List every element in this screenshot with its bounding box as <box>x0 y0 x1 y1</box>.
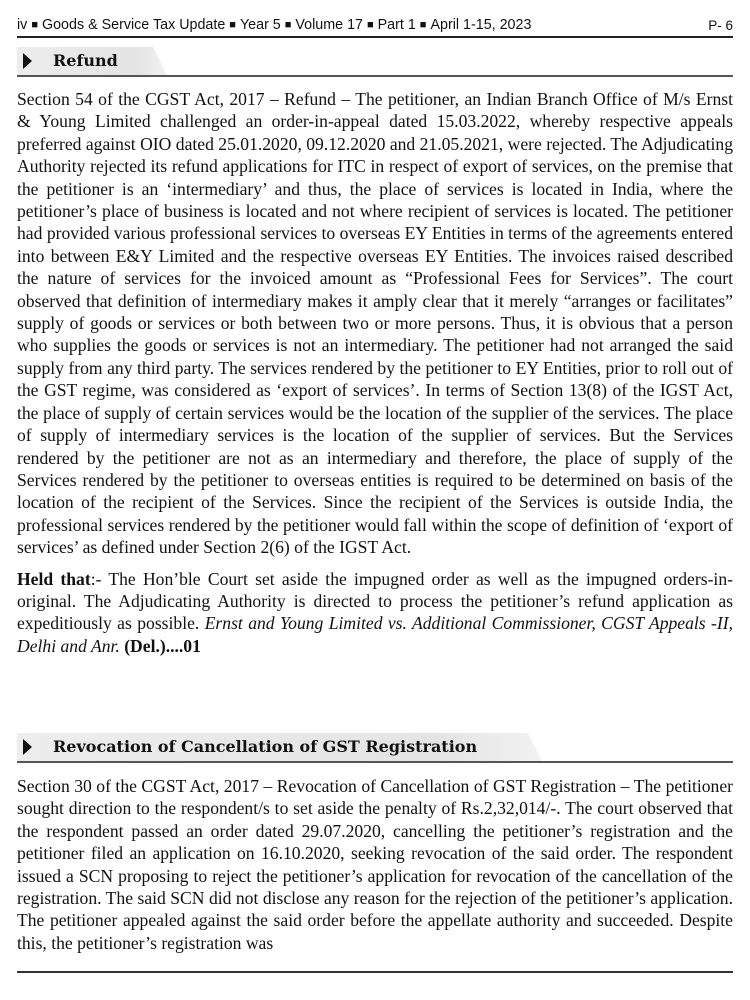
case-summary-paragraph: Section 30 of the CGST Act, 2017 – Revocation of Cancellation of GST Registration – The petitioner sought direction to the respondent/s to set aside the penalty of Rs.2,32,014/-. The court observed that the respondent passed an order dated 29.07.2020, cancelling the petitioner’s registration and the petitioner filed an application on 16.10.2020, seeking revocation of the said order. The respondent issued a SCN proposing to reject the petitioner’s application for revocation of the cancellation of the registration. The said SCN did not disclose any reason for the rejection of the petitioner’s application. The petitioner appealed against the said order before the appellate authority and succeeded. Despite this, the petitioner’s registration was <box>17 776 733 953</box>
separator-icon: ■ <box>419 19 427 31</box>
case-citation: Ernst and Young Limited vs. Additional Commissioner, CGST Appeals -II, Delhi and Anr. <box>17 613 733 656</box>
separator-icon: ■ <box>31 19 38 31</box>
issue-date: April 1-15, 2023 <box>430 17 532 33</box>
separator-icon: ■ <box>366 19 374 31</box>
volume-prefix: iv <box>17 17 28 33</box>
page-number: P- 6 <box>708 18 733 33</box>
running-head <box>17 17 733 38</box>
section-body-refund <box>17 88 733 657</box>
held-that-paragraph <box>17 568 733 658</box>
section-body-revocation <box>17 775 733 954</box>
held-that-label: Held that <box>17 568 91 589</box>
publication-line <box>17 17 531 33</box>
part-label: Part 1 <box>377 17 416 33</box>
section-title: Refund <box>53 51 118 70</box>
arrow-right-icon <box>23 739 32 755</box>
separator-icon: ■ <box>284 19 292 31</box>
year-label: Year 5 <box>239 17 281 33</box>
arrow-right-icon <box>23 53 32 69</box>
section-header-revocation <box>17 733 733 763</box>
case-summary-paragraph: Section 54 of the CGST Act, 2017 – Refund – The petitioner, an Indian Branch Office of M/s Ernst & Young Limited challenged an order-in-appeal dated 15.03.2022, whereby respective appeals preferred against OIO dated 25.01.2020, 09.12.2020 and 21.05.2021, were rejected. The Adjudicating Authority rejected its refund applications for ITC in respect of export of services, on the premise that the petitioner is an ‘intermediary’ and thus, the place of services is located in India, where the petitioner’s place of business is located and not where recipient of services is located. The petitioner had provided various professional services to overseas EY Entities in terms of the agreements entered into between E&Y Limited and the respective overseas EY Entities. The invoices raised described the nature of services for the invoiced amount as “Professional Fees for Services”. The court observed that definition of intermediary makes it amply clear that it merely “arranges or facilitates” supply of goods or services or both between two or more persons. Thus, it is obvious that a person who supplies the goods or services is not an intermediary. The petitioner had not arranged the said supply from any third party. The services rendered by the petitioner to EY Entities, prior to roll out of the GST regime, was considered as ‘export of services’. In terms of Section 13(8) of the IGST Act, the place of supply of certain services would be the location of the supplier of the services. The place of supply of intermediary services is the location of the supplier of services. But the Services rendered by the petitioner are not as an intermediary and therefore, the place of supply of the Services rendered by the petitioner to overseas entities is required to be determined on basis of the location of the recipient of the Services. Since the recipient of the Services is outside India, the professional services rendered by the petitioner would fall within the scope of definition of ‘export of services’ as defined under Section 2(6) of the IGST Act. <box>17 89 733 558</box>
separator-icon: ■ <box>229 19 236 31</box>
court-reference: (Del.)....01 <box>119 635 201 656</box>
footer-rule <box>17 971 733 973</box>
section-header-refund <box>17 47 733 77</box>
volume-label: Volume 17 <box>295 17 363 33</box>
held-that-text: :- The Hon’ble Court set aside the impugned order as well as the impugned orders-in-original. The Adjudicating Authority is directed to process the petitioner’s refund application as expeditiously as possible. <box>17 568 733 634</box>
section-title: Revocation of Cancellation of GST Registration <box>53 737 478 756</box>
publication-title: Goods & Service Tax Update <box>41 17 226 33</box>
